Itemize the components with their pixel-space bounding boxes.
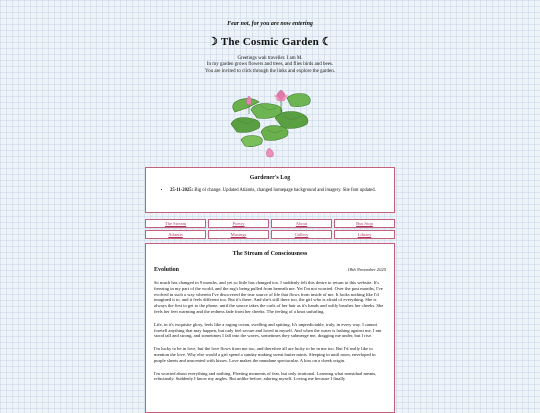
log-entry-text: Big ol change. Updated Atlantis, changed homepage background and imagery. Site font updated. [193,188,376,193]
site-title: ☽ The Cosmic Garden ☾ [208,36,332,48]
greeting-line: Greetings wah traveller. I am M. [237,56,303,61]
entry-paragraph: So much has changed in 9 months, and yet so little has changed too. I suddenly felt this desire to return to this website. It's freezing in my part of the world, and the rug's being pulled from beneath me. Yet I'm not worried. Over the past months, I've evolved in such a way wherein I've discovered the true source of life that flows from inside of me. It looks nothing like I'd imagined it to, and it feels different too. But it's there. And she's still there too, the girl who is afraid of everything. She is always the first to get to the phone, until the source takes the curls of her hair as it's hands and softly brushes her cheeks. She feels her feet warming and the redness fade from her cheeks. The feeling of a knot unfurling. [154,280,384,314]
nav-link-poetry[interactable]: Poetry [208,219,269,228]
log-entry [170,188,394,194]
nav-link-gallery[interactable]: Gallery [271,230,332,239]
entry-header [154,267,386,273]
gardeners-log [145,167,395,213]
entry-paragraph: Life, in it's exquisite glory, feels like a raging ocean, swelling and spitting. It's unpredictable, truly, in every way. I cannot foretell anything that may happen, but only feel secure and loved in myself. And when the water is lashing against me, I am stood tall and strong, and sometimes I fall into the waves, sometimes they submerge me, dragging me under, but I rise. [154,321,382,339]
stream-heading: The Stream of Consciousness [232,251,308,257]
nav-link-library[interactable]: Library [334,230,395,239]
lily-pond-image [225,82,315,160]
nav-link-about[interactable]: About [271,219,332,228]
site-navigation [145,219,395,239]
nav-link-the-stream[interactable]: The Stream [145,219,206,228]
entry-paragraph: I'm lucky to be in love, but the love flows from me too, and therefore all are lucky to be in me too. But I'd really like to mention the love. Why else would a girl spend a sunday making sweat butter mints. Sleeping in until noon, enveloped in purple sheets and unscented with kisses. Love makes the mundane spectacular. A kiss on a cheek origin. [154,346,376,363]
greeting [0,56,540,75]
lotus-flower-icon [266,148,273,157]
log-heading: Gardener's Log [249,175,291,181]
greeting-line: You are invited to click through the links and explore the garden. [204,68,336,74]
greeting-line: In my garden grows flowers and trees, and flies birds and bees. [206,62,334,68]
nav-link-musings[interactable]: Musings [208,230,269,239]
tagline: Fear not, for you are now entering [227,21,313,27]
stream-of-consciousness [145,243,395,413]
log-entry-date: 25-11-2025: [170,188,194,193]
entry-title: Evolution [154,267,180,273]
entry-paragraph: I'm worried about everything and nothing. Fleeting moments of fear, but only irrational. Learning what nonsidual means, reluctantly. Suddenly I know my angles. But unlike before, adoring myself. Loving me because I finally [154,370,377,382]
nav-link-bus-stop[interactable]: Bus Stop [334,219,395,228]
entry-date: 18th November 2025 [347,267,386,272]
log-list [146,188,394,194]
lily-pad-illustration [225,82,315,160]
nav-link-atlantis[interactable]: Atlantis [145,230,206,239]
